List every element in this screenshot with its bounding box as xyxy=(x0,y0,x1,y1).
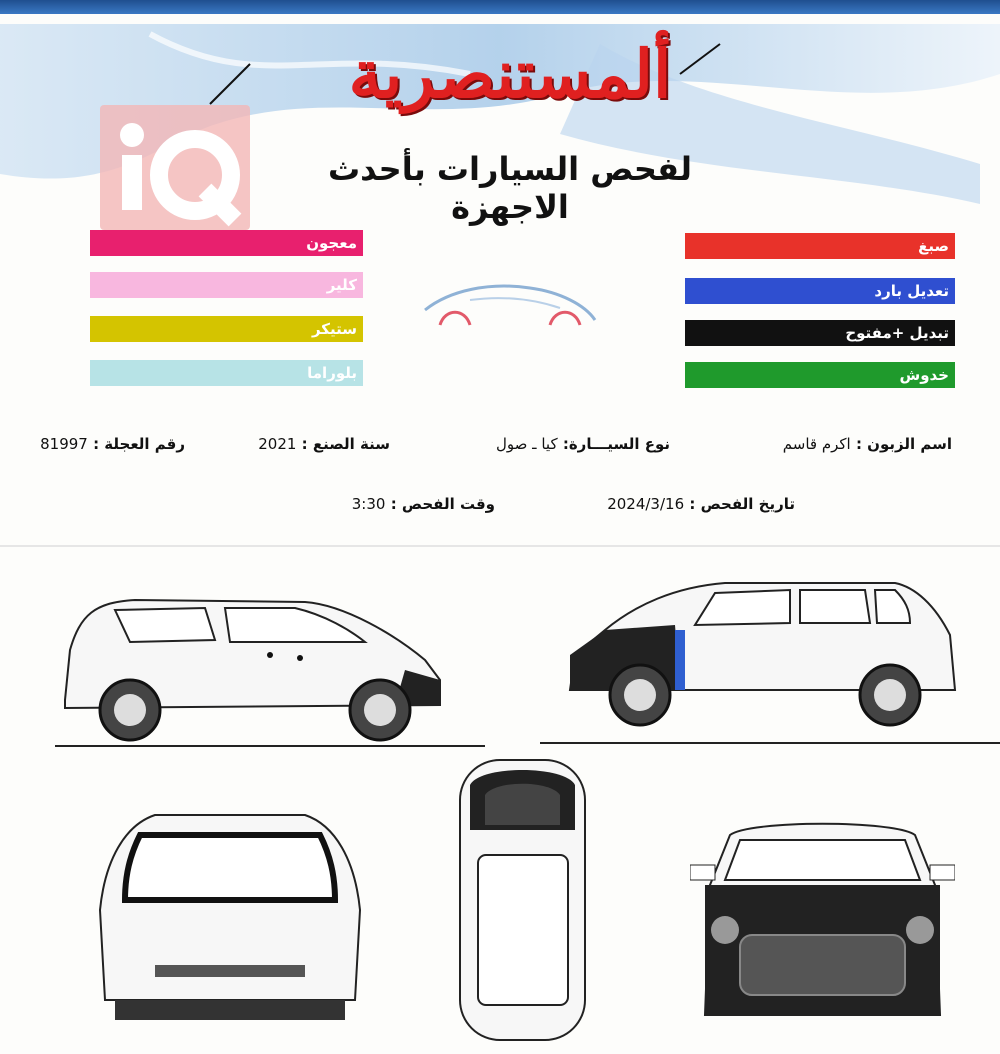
car-left-side-diagram xyxy=(55,590,475,750)
car-front-diagram xyxy=(690,815,955,1030)
inspection-date-label: تاريخ الفحص : xyxy=(689,495,795,513)
car-rear-diagram xyxy=(85,800,375,1025)
customer-name-field xyxy=(783,435,952,453)
page-title: ألمستنصرية xyxy=(348,35,672,113)
inspection-time-label: وقت الفحص : xyxy=(390,495,495,513)
car-type-label: نوع السيـــارة: xyxy=(562,435,670,453)
car-type-value: كيا ـ صول xyxy=(496,435,558,453)
manufacture-year-value: 2021 xyxy=(258,435,297,453)
customer-name-label: اسم الزبون : xyxy=(855,435,952,453)
legend-paint: صبغ xyxy=(685,233,955,259)
inspection-time-value: 3:30 xyxy=(351,495,386,513)
manufacture-year-field xyxy=(258,435,390,453)
car-right-side-diagram xyxy=(565,575,965,740)
divider xyxy=(0,545,1000,547)
customer-name-value: اكرم قاسم xyxy=(782,435,851,453)
inspection-time-field xyxy=(352,495,495,513)
legend-scratches: خدوش xyxy=(685,362,955,388)
inspection-date-field xyxy=(607,495,795,513)
legend-replaced-opened: تبديل +مفتوح xyxy=(685,320,955,346)
legend-clear: كلير xyxy=(90,272,363,298)
car-top-diagram xyxy=(450,755,595,1045)
top-bar xyxy=(0,0,1000,14)
legend-sticker: ستيكر xyxy=(90,316,363,342)
legend-putty: معجون xyxy=(90,230,363,256)
car-type-field xyxy=(496,435,670,453)
ground-line xyxy=(540,742,1000,744)
ground-line xyxy=(55,745,485,747)
vehicle-number-field xyxy=(40,435,185,453)
inspection-date-value: 2024/3/16 xyxy=(607,495,685,513)
car-outline-icon xyxy=(420,270,600,340)
legend-ceramic: بلوراما xyxy=(90,360,363,386)
iq-logo-icon xyxy=(100,105,250,230)
vehicle-number-value: 81997 xyxy=(40,435,88,453)
legend-cold-repair: تعديل بارد xyxy=(685,278,955,304)
vehicle-number-label: رقم العجلة : xyxy=(93,435,185,453)
page-subtitle: لفحص السيارات بأحدث الاجهزة xyxy=(328,150,692,226)
manufacture-year-label: سنة الصنع : xyxy=(301,435,390,453)
